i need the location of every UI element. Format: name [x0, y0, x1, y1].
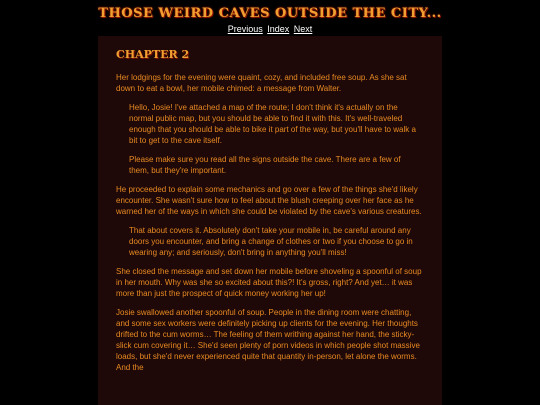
story-panel: [98, 36, 442, 405]
message-quote: That about covers it. Absolutely don't take your mobile in, be careful around any doors you encounter, and bring a change of clothes or two if you choose to go in wearing any; and seriously, don't bring in anything you'll miss!: [129, 226, 413, 257]
next-link[interactable]: Next: [293, 24, 313, 34]
story-paragraph: She closed the message and set down her mobile before shoveling a spoonful of soup in her mouth. Why was she so excited about this?! It's gross, right? And yet… it was more than just the prospect of quick money working her up!: [116, 267, 422, 298]
index-link[interactable]: Index: [267, 24, 290, 34]
chapter-heading: CHAPTER 2: [116, 48, 190, 61]
message-quote: Hello, Josie! I've attached a map of the route; I don't think it's actually on the normal public map, but you should be able to find it with this. It's well-traveled enough that you should be able to bike it part of the way, but you'll have to walk a bit to get to the cave itself.: [129, 103, 416, 145]
chapter-navigation: [0, 23, 540, 35]
story-paragraph: Josie swallowed another spoonful of soup. People in the dining room were chatting, and some sex workers were definitely picking up clients for the evening. Her thoughts drifted to the cum worms… The feeling of them writhing against her hand, the sticky-slick cum covering it… She'd seen plenty of porn videos in which people shot massive loads, but she'd never experienced quite that quantity in-person, let alone the worms. And the: [116, 308, 420, 372]
story-paragraph: Her lodgings for the evening were quaint, cozy, and included free soup. As she sat down to eat a bowl, her mobile chimed: a message from Walter.: [116, 73, 407, 93]
previous-link[interactable]: Previous: [227, 24, 263, 34]
message-quote: Please make sure you read all the signs outside the cave. There are a few of them, but they're important.: [129, 155, 401, 175]
story-content: [116, 72, 422, 381]
site-title: THOSE WEIRD CAVES OUTSIDE THE CITY...: [98, 6, 442, 21]
story-paragraph: He proceeded to explain some mechanics and go over a few of the things she'd likely encounter. She wasn't sure how to feel about the blush creeping over her face as he warned her of the ways in which she could be violated by the cave's various creatures.: [116, 185, 422, 216]
